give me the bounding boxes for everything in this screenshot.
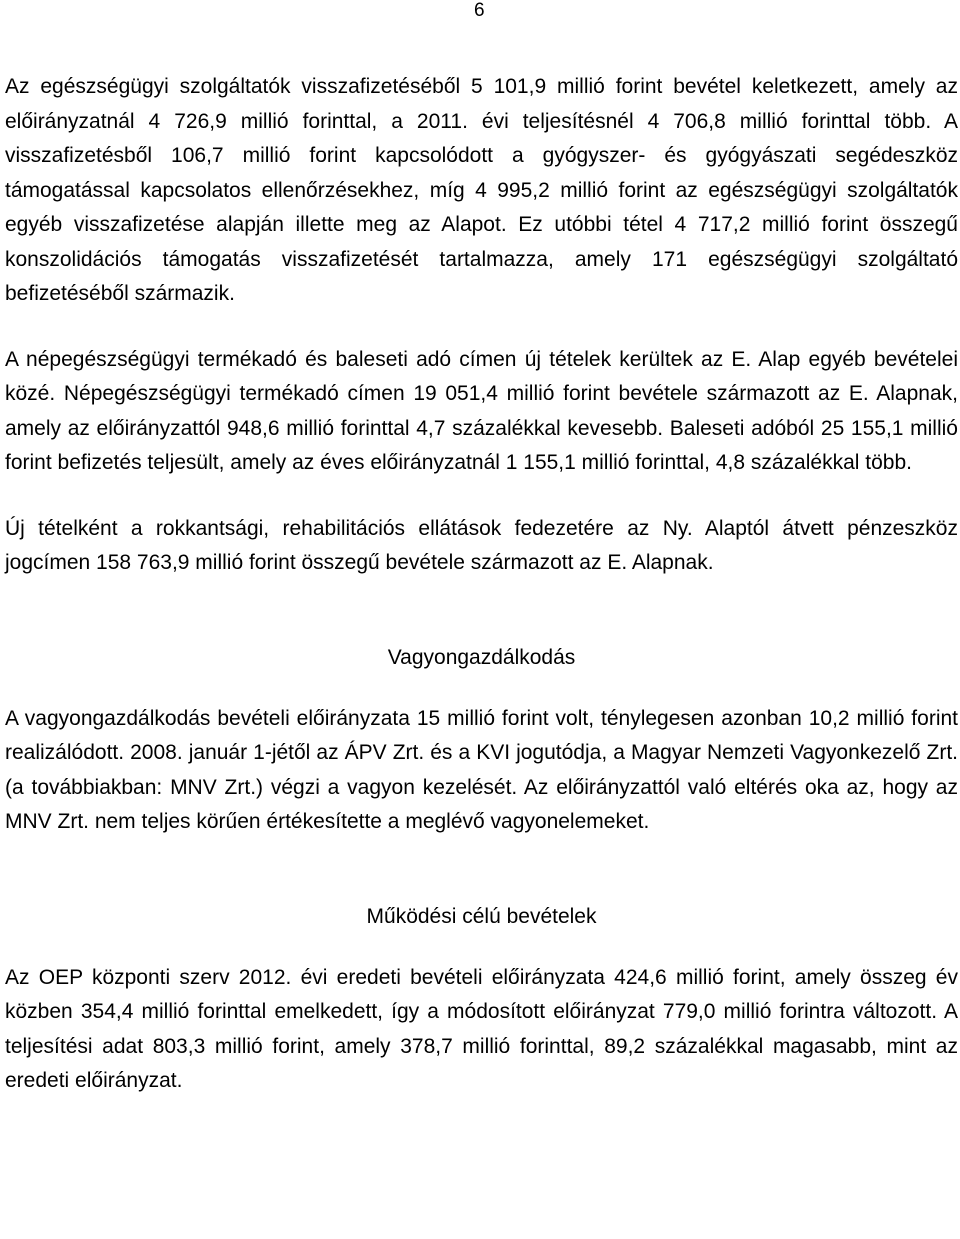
paragraph-operating-revenues: Az OEP központi szerv 2012. évi eredeti bevételi előirányzata 424,6 millió forint, amely összeg év közben 354,4 millió forinttal emelkedett, így a módosított előirányzat 779,0 millió forintra változott. A teljesítési adat 803,3 millió forint, amely 378,7 millió forinttal, 89,2 százalékkal magasabb, mint az eredeti előirányzat. (5, 965, 958, 1092)
section-heading-asset-management: Vagyongazdálkodás (387, 645, 576, 669)
paragraph-product-and-accident-tax: A népegészségügyi termékadó és baleseti adó címen új tételek kerültek az E. Alap egyéb bevételei közé. Népegészségügyi termékadó címen 19 051,4 millió forint bevétele származott az E. Alapnak, amely az előirányzattól 948,6 millió forinttal 4,7 százalékkal kevesebb. Baleseti adóból 25 155,1 millió forint befizetés teljesült, amely az éves előirányzatnál 1 155,1 millió forinttal, 4,8 százalékkal több. (5, 347, 958, 474)
paragraph-asset-management: A vagyongazdálkodás bevételi előirányzata 15 millió forint volt, ténylegesen azonban 10,2 millió forint realizálódott. 2008. január 1-jétől az ÁPV Zrt. és a KVI jogutódja, a Magyar Nemzeti Vagyonkezelő Zrt. (a továbbiakban: MNV Zrt.) végzi a vagyon kezelését. Az előirányzattól való eltérés oka az, hogy az MNV Zrt. nem teljes körűen értékesítette a meglévő vagyonelemeket. (5, 706, 958, 833)
page-number: 6 (474, 0, 485, 21)
paragraph-disability-transfer: Új tételként a rokkantsági, rehabilitációs ellátások fedezetére az Ny. Alaptól átvett pénzeszköz jogcímen 158 763,9 millió forint összegű bevétele származott az E. Alapnak. (5, 516, 958, 574)
document-body (5, 70, 958, 1130)
section-heading-operating-revenues: Működési célú bevételek (366, 904, 597, 928)
paragraph-healthcare-repayments: Az egészségügyi szolgáltatók visszafizetéséből 5 101,9 millió forint bevétel keletkezett, amely az előirányzatnál 4 726,9 millió forinttal, a 2011. évi teljesítésnél 4 706,8 millió forinttal több. A visszafizetésből 106,7 millió forint kapcsolódott a gyógyszer- és gyógyászati segédeszköz támogatással kapcsolatos ellenőrzésekhez, míg 4 995,2 millió forint az egészségügyi szolgáltatók egyéb visszafizetése alapján illette meg az Alapot. Ez utóbbi tétel 4 717,2 millió forint összegű konszolidációs támogatás visszafizetését tartalmazza, amely 171 egészségügyi szolgáltató befizetéséből származik. (5, 75, 958, 305)
